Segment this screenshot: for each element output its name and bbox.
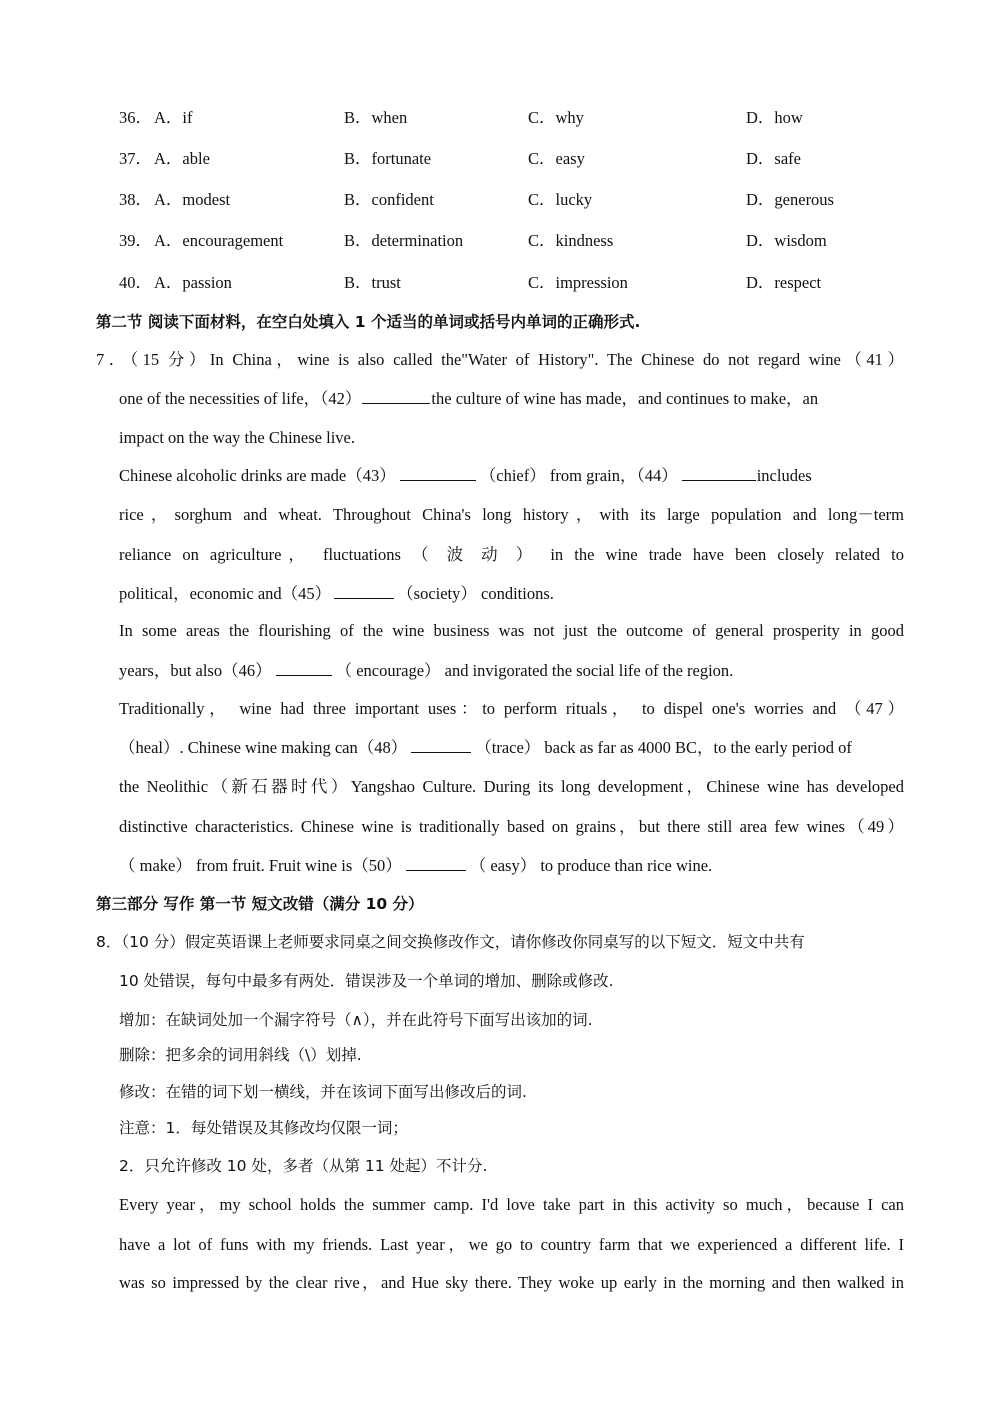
passage-line [119, 854, 712, 878]
passage-text: （heal）. Chinese wine making can（48） [119, 738, 408, 757]
option-b: B．when [344, 108, 408, 127]
passage-text: Chinese alcoholic drinks are made（43） [119, 466, 396, 485]
q8-instruction-line: 8．（10 分）假定英语课上老师要求同桌之间交换修改作文，请你修改你同桌写的以下短文．短文中共有 [96, 933, 805, 951]
passage-line [119, 387, 904, 411]
passage-line: distinctive characteristics. Chinese wine is traditionally based on grains，but there still area few wines（49） [119, 817, 904, 836]
option-row-37 [0, 147, 1000, 171]
option-row-36 [0, 106, 1000, 130]
passage-line: impact on the way the Chinese live. [119, 428, 355, 447]
option-d: D．how [746, 108, 803, 127]
question-number: 40． [119, 273, 152, 292]
blank-50[interactable] [406, 856, 466, 871]
option-row-38 [0, 188, 1000, 212]
passage-line [119, 582, 554, 606]
blank-42[interactable] [362, 389, 430, 404]
passage-line: Traditionally， wine had three important uses：to perform rituals， to dispel one's worries and （47） [119, 699, 904, 718]
passage-line: rice，sorghum and wheat. Throughout China's long history，with its large population and long－term [119, 505, 904, 524]
passage-line [119, 464, 904, 488]
option-row-40 [0, 271, 1000, 295]
option-b: B．confident [344, 190, 434, 209]
passage-text: political，economic and（45） [119, 584, 332, 603]
option-a: A．passion [154, 273, 232, 292]
option-c: C．kindness [528, 231, 614, 250]
essay-line: have a lot of funs with my friends. Last year，we go to country farm that we experienced a different life. I [119, 1235, 904, 1254]
essay-line: Every year，my school holds the summer camp. I'd love take part in this activity so much，because I can [119, 1195, 904, 1214]
passage-text: years，but also（46） [119, 661, 272, 680]
q8-rule-add: 增加：在缺词处加一个漏字符号（∧），并在此符号下面写出该加的词. [119, 1011, 593, 1029]
blank-46[interactable] [276, 661, 332, 676]
blank-48[interactable] [411, 738, 471, 753]
option-c: C．why [528, 108, 584, 127]
q8-instruction-line: 10 处错误，每句中最多有两处．错误涉及一个单词的增加、删除或修改. [119, 972, 614, 990]
passage-line [119, 659, 733, 683]
essay-line: was so impressed by the clear rive，and Hue sky there. They woke up early in the morning and then walked in [119, 1273, 904, 1292]
passage-text: （chief） from grain，（44） [479, 466, 678, 485]
blank-44[interactable] [682, 466, 756, 481]
option-a: A．if [154, 108, 193, 127]
blank-45[interactable] [334, 584, 394, 599]
option-b: B．determination [344, 231, 464, 250]
q8-rule-modify: 修改：在错的词下划一横线，并在该词下面写出修改后的词. [119, 1083, 527, 1101]
option-d: D．generous [746, 190, 834, 209]
option-d: D．wisdom [746, 231, 827, 250]
passage-text: the culture of wine has made，and continues to make，an [431, 389, 819, 408]
option-b: B．fortunate [344, 149, 432, 168]
option-a: A．modest [154, 190, 231, 209]
question-number: 39． [119, 231, 152, 250]
option-d: D．safe [746, 149, 801, 168]
option-c: C．easy [528, 149, 585, 168]
passage-text: includes [756, 466, 812, 485]
option-a: A．able [154, 149, 210, 168]
passage-text: （ make） from fruit. Fruit wine is（50） [119, 856, 402, 875]
option-d: D．respect [746, 273, 822, 292]
q8-note-2: 2．只允许修改 10 处，多者（从第 11 处起）不计分. [119, 1157, 488, 1175]
passage-line [119, 736, 904, 760]
option-row-39 [0, 229, 1000, 253]
passage-text: （ easy） to produce than rice wine. [469, 856, 713, 875]
option-a: A．encouragement [154, 231, 284, 250]
passage-line: reliance on agriculture， fluctuations （ 波 动 ） in the wine trade have been closely related to [119, 545, 904, 564]
option-c: C．impression [528, 273, 628, 292]
passage-line: In some areas the flourishing of the wine business was not just the outcome of general prosperity in good [119, 621, 904, 640]
q8-note-1: 注意：1．每处错误及其修改均仅限一词； [119, 1119, 408, 1137]
passage-text: （society） conditions. [397, 584, 554, 603]
option-b: B．trust [344, 273, 401, 292]
option-c: C．lucky [528, 190, 593, 209]
q8-rule-delete: 删除：把多余的词用斜线（\）划掉. [119, 1046, 362, 1064]
passage-text: （ encourage） and invigorated the social life of the region. [335, 661, 734, 680]
question-number: 37． [119, 149, 152, 168]
passage-line: the Neolithic（新石器时代）Yangshao Culture. During its long development，Chinese wine has developed [119, 777, 904, 796]
section2-heading: 第二节 阅读下面材料，在空白处填入 1 个适当的单词或括号内单词的正确形式. [96, 313, 641, 331]
passage-line: 7．（15 分）In China，wine is also called the"Water of History". The Chinese do not regard wine（41） [96, 350, 904, 369]
blank-43[interactable] [400, 466, 476, 481]
part3-heading: 第三部分 写作 第一节 短文改错（满分 10 分） [96, 895, 424, 913]
question-number: 36． [119, 108, 152, 127]
passage-text: （trace） back as far as 4000 BC，to the early period of [475, 738, 852, 757]
question-number: 38． [119, 190, 152, 209]
passage-text: one of the necessities of life，（42） [119, 389, 362, 408]
